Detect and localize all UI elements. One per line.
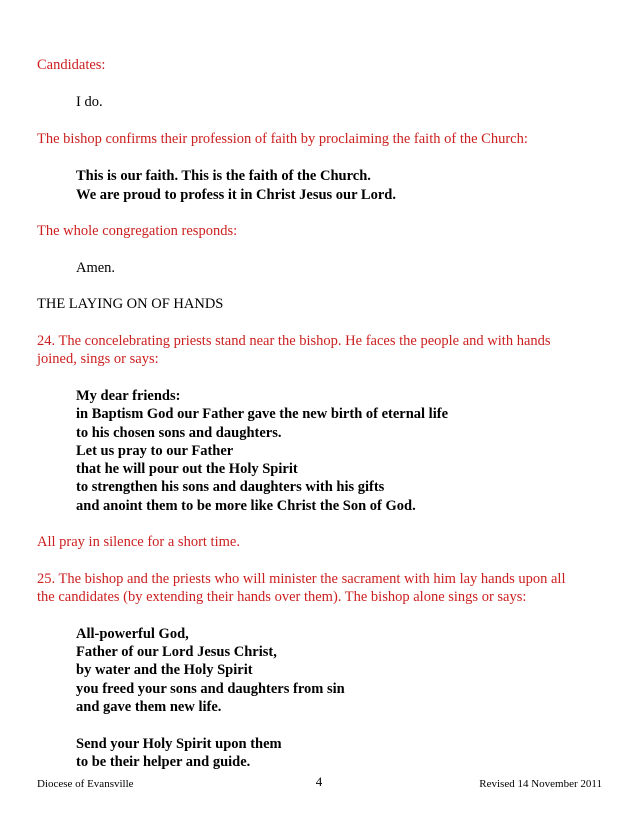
rubric-congregation: The whole congregation responds: [37,223,238,239]
prayer-line: Let us pray to our Father [76,443,234,459]
prayer2-line: you freed your sons and daughters from sin [76,681,345,697]
prayer2-line: by water and the Holy Spirit [76,662,253,678]
prayer2-line: Father of our Lord Jesus Christ, [76,644,277,660]
rubric-24-line: joined, sings or says: [37,351,159,367]
faith-line: This is our faith. This is the faith of the Church. [76,168,371,184]
rubric-24-line: 24. The concelebrating priests stand near the bishop. He faces the people and with hands [37,333,551,349]
prayer3-line: Send your Holy Spirit upon them [76,736,282,752]
prayer-line: in Baptism God our Father gave the new birth of eternal life [76,406,449,422]
rubric-silence: All pray in silence for a short time. [37,534,240,550]
rubric-bishop-confirms: The bishop confirms their profession of faith by proclaiming the faith of the Church: [37,131,528,147]
footer-revised-date: Revised 14 November 2011 [479,778,602,790]
rubric-candidates: Candidates: [37,57,106,73]
faith-line: We are proud to profess it in Christ Jesus our Lord. [76,187,396,203]
prayer-line: to strengthen his sons and daughters with his gifts [76,479,385,495]
prayer-line: that he will pour out the Holy Spirit [76,461,298,477]
section-heading: THE LAYING ON OF HANDS [37,296,224,312]
response-amen: Amen. [76,260,116,276]
prayer-line: and anoint them to be more like Christ the Son of God. [76,498,416,514]
footer-page-number: 4 [315,774,323,789]
rubric-25-line: the candidates (by extending their hands over them). The bishop alone sings or says: [37,589,527,605]
prayer3-line: to be their helper and guide. [76,754,251,770]
prayer-line: My dear friends: [76,388,181,404]
prayer2-line: All-powerful God, [76,626,189,642]
rubric-25-line: 25. The bishop and the priests who will minister the sacrament with him lay hands upon all [37,571,566,587]
prayer2-line: and gave them new life. [76,699,222,715]
footer-diocese: Diocese of Evansville [37,778,134,790]
prayer-line: to his chosen sons and daughters. [76,425,282,441]
response-i-do: I do. [76,94,103,110]
